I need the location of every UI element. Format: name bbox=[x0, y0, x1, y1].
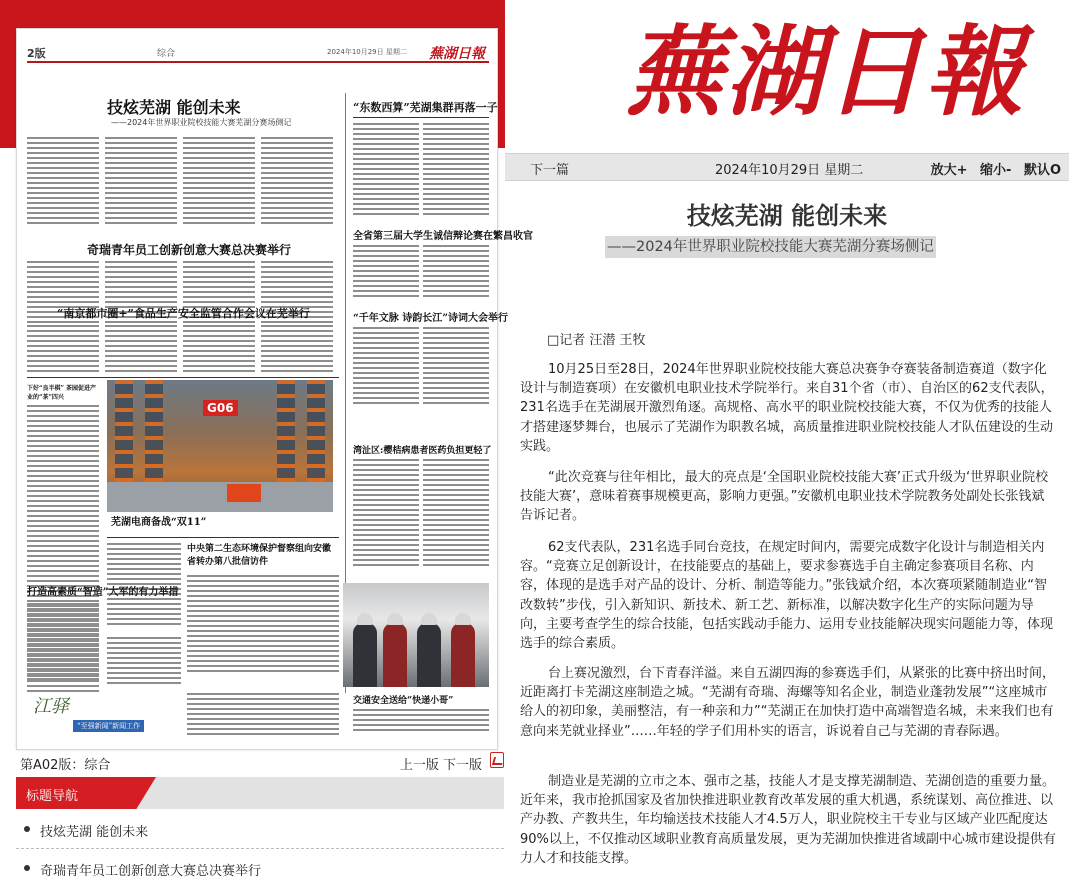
nav-item[interactable] bbox=[18, 857, 498, 887]
rule bbox=[353, 117, 489, 118]
paper-text-block bbox=[353, 327, 419, 407]
article-byline: □记者 汪潜 王牧 bbox=[547, 333, 646, 348]
bullet-icon bbox=[24, 826, 30, 832]
paper-text-block bbox=[187, 693, 339, 737]
paper-text-block bbox=[27, 325, 99, 373]
paper-text-block bbox=[423, 327, 489, 407]
zoom-default-button[interactable]: 默认O bbox=[1023, 163, 1061, 178]
paper-text-block bbox=[27, 603, 99, 687]
nav-item-label[interactable]: 技炫芜湖 能创未来 bbox=[40, 825, 149, 840]
paper-text-block bbox=[423, 245, 489, 301]
paper-text-block bbox=[105, 137, 177, 227]
calligraphy-signature: 江驿 “至强新闻”新闻工作 bbox=[33, 692, 153, 736]
nav-item-label[interactable]: 奇瑞青年员工创新创意大赛总决赛举行 bbox=[40, 864, 262, 879]
paper-text-block bbox=[187, 575, 339, 675]
toolbar-date: 2024年10月29日 星期二 bbox=[715, 163, 864, 178]
next-article-link[interactable]: 下一篇 bbox=[530, 163, 570, 178]
paper-headline-11[interactable]: 交通安全送给“快递小哥” bbox=[353, 696, 454, 706]
article-title: 技炫芜湖 能创未来 bbox=[686, 202, 888, 230]
paper-side-headline[interactable]: 下好“良半棋” 茶园促进产业的“茶”四兴 bbox=[27, 385, 96, 401]
article-paragraph: 制造业是芜湖的立市之本、强市之基，技能人才是支撑芜湖制造、芜湖创造的重要力量。近年来，我市抢抓国家及省加快推进职业教育改革发展的重大机遇，系统谋划、高位推进、以产办教、产教共生，年均输送技术技能人才4.5万人，职业院校主干专业与区域产业匹配度达90%以上，不仅推动区域职业教育高质量发展，更为芜湖加快推进省域副中心城市建设提供有力人才和技能支撑。 bbox=[520, 774, 1056, 866]
newspaper-page-thumbnail[interactable] bbox=[16, 28, 533, 750]
paper-section: 综合 bbox=[157, 49, 176, 59]
paper-text-block bbox=[27, 137, 99, 227]
photo-sign: G06 bbox=[203, 400, 238, 416]
paper-headline-6[interactable]: “南京都市圈+”食品生产安全监管合作会议在芜举行 bbox=[57, 307, 310, 320]
paper-headline-2[interactable]: “东数西算”芜湖集群再落一子 bbox=[353, 101, 498, 114]
paper-text-block bbox=[353, 245, 419, 301]
paper-text-block bbox=[107, 637, 181, 687]
couriers-photo bbox=[343, 583, 489, 687]
paper-text-block bbox=[353, 709, 489, 737]
paper-text-block bbox=[105, 325, 177, 373]
warehouse-photo bbox=[107, 380, 333, 512]
paper-page-number: 2版 bbox=[27, 47, 46, 60]
prev-edition-link[interactable]: 上一版 bbox=[399, 758, 439, 773]
paper-text-block bbox=[183, 325, 255, 373]
signature-tag: “至强新闻”新闻工作 bbox=[73, 720, 144, 732]
article-paragraph: 台上赛况激烈，台下青春洋溢。来自五湖四海的参赛选手们，从紧张的比赛中挤出时间，近距离打卡芜湖这座制造之城。“芜湖有奇瑞、海螺等知名企业，制造业蓬勃发展”“这座城市给人的初印象，美丽整洁，有一种亲和力”“芜湖正在加快打造中高端智造名城，未来我们也有意向来芜就业择业”……年轻的学子们用朴实的语言，诉说着自己与芜湖的青春际遇。 bbox=[520, 666, 1056, 739]
article-paragraph: “此次竞赛与往年相比，最大的亮点是‘全国职业院校技能大赛’正式升级为‘世界职业院校技能大赛’，意味着赛事规模更高，影响力更强。”安徽机电职业技术学院教务处副处长张钱斌告诉记者。 bbox=[520, 470, 1049, 524]
masthead-logo: 蕪湖日報 bbox=[624, 15, 1025, 130]
paper-headline-5[interactable]: “千年文脉 诗韵长江”诗词大会举行 bbox=[353, 313, 508, 324]
paper-text-block bbox=[261, 137, 333, 227]
paper-headline-7[interactable]: 湾沚区:樱桔病患者医药负担更轻了 bbox=[353, 446, 492, 456]
paper-text-block bbox=[353, 123, 419, 219]
paper-headline-10[interactable]: 打造高素质“智造”大军的有力举措 bbox=[27, 587, 179, 598]
paper-headline-9[interactable]: 中央第二生态环境保护督察组向安徽省转办第八批信访件 bbox=[187, 544, 332, 567]
nav-header-label: 标题导航 bbox=[26, 789, 79, 804]
article-paragraph: 10月25日至28日，2024年世界职业院校技能大赛总决赛争夺赛装备制造赛道（数字化设计与制造赛项）在安徽机电职业技术学院举行。来自31个省（市）、自治区的62支代表队，231名选手在芜湖展开激烈角逐。高规格、高水平的职业院校技能大赛，不仅为优秀的技能人才搭建逐梦舞台，也展示了芜湖作为职教名城，高质量推进职业院校技能人才队伍建设的生动实践。 bbox=[520, 362, 1054, 454]
pdf-icon[interactable] bbox=[490, 752, 504, 768]
zoom-controls bbox=[923, 159, 1061, 178]
paper-text-block bbox=[261, 325, 333, 373]
article-toolbar bbox=[505, 153, 1069, 181]
zoom-in-button[interactable]: 放大+ bbox=[930, 163, 968, 178]
paper-text-block bbox=[423, 459, 489, 569]
nav-separator bbox=[16, 848, 504, 849]
paper-date: 2024年10月29日 星期二 bbox=[327, 48, 407, 56]
paper-headline-3[interactable]: 全省第三届大学生诚信辩论赛在繁昌收官 bbox=[353, 231, 533, 242]
headline-nav-header bbox=[16, 777, 504, 809]
rule bbox=[107, 537, 339, 538]
paper-text-block bbox=[353, 459, 419, 569]
paper-headline-main[interactable]: 技炫芜湖 能创未来 bbox=[107, 98, 241, 117]
bullet-icon bbox=[24, 865, 30, 871]
paper-headline-8[interactable]: 芜湖电商备战“双11” bbox=[111, 517, 207, 528]
article-paragraph: 62支代表队，231名选手同台竞技，在规定时间内，需要完成数字化设计与制造相关内容。“竞赛立足创新设计，在技能要点的基础上，要求参赛选手自主确定参赛项目名称、内容，体现的是选手对产品的设计、分析、制造等能力。”张钱斌介绍，本次赛项紧随制造业“智改数转”步伐，引入新知识、新技术、新工艺、新标准，以解决数字化生产的实际问题为导向，主要考查学生的综合技能，包括实践动手能力、运用专业技能解决现实问题能力等，体现选手的综合素质。 bbox=[520, 540, 1054, 652]
edition-label: 第A02版：综合 bbox=[20, 758, 111, 773]
paper-text-block bbox=[183, 137, 255, 227]
paper-header bbox=[27, 43, 489, 63]
zoom-out-button[interactable]: 缩小- bbox=[980, 163, 1012, 178]
paper-logo: 蕪湖日報 bbox=[429, 46, 485, 62]
paper-subheadline-main: ——2024年世界职业院校技能大赛芜湖分赛场侧记 bbox=[111, 118, 292, 127]
page-preview-panel bbox=[0, 0, 533, 879]
edition-bar bbox=[16, 752, 504, 772]
edition-nav bbox=[400, 754, 482, 773]
nav-item[interactable] bbox=[18, 818, 498, 848]
next-edition-link[interactable]: 下一版 bbox=[442, 758, 482, 773]
paper-text-block bbox=[423, 123, 489, 219]
rule bbox=[27, 377, 339, 378]
paper-headline-4[interactable]: 奇瑞青年员工创新创意大赛总决赛举行 bbox=[87, 243, 292, 257]
article-subtitle: ——2024年世界职业院校技能大赛芜湖分赛场侧记 bbox=[605, 236, 936, 258]
